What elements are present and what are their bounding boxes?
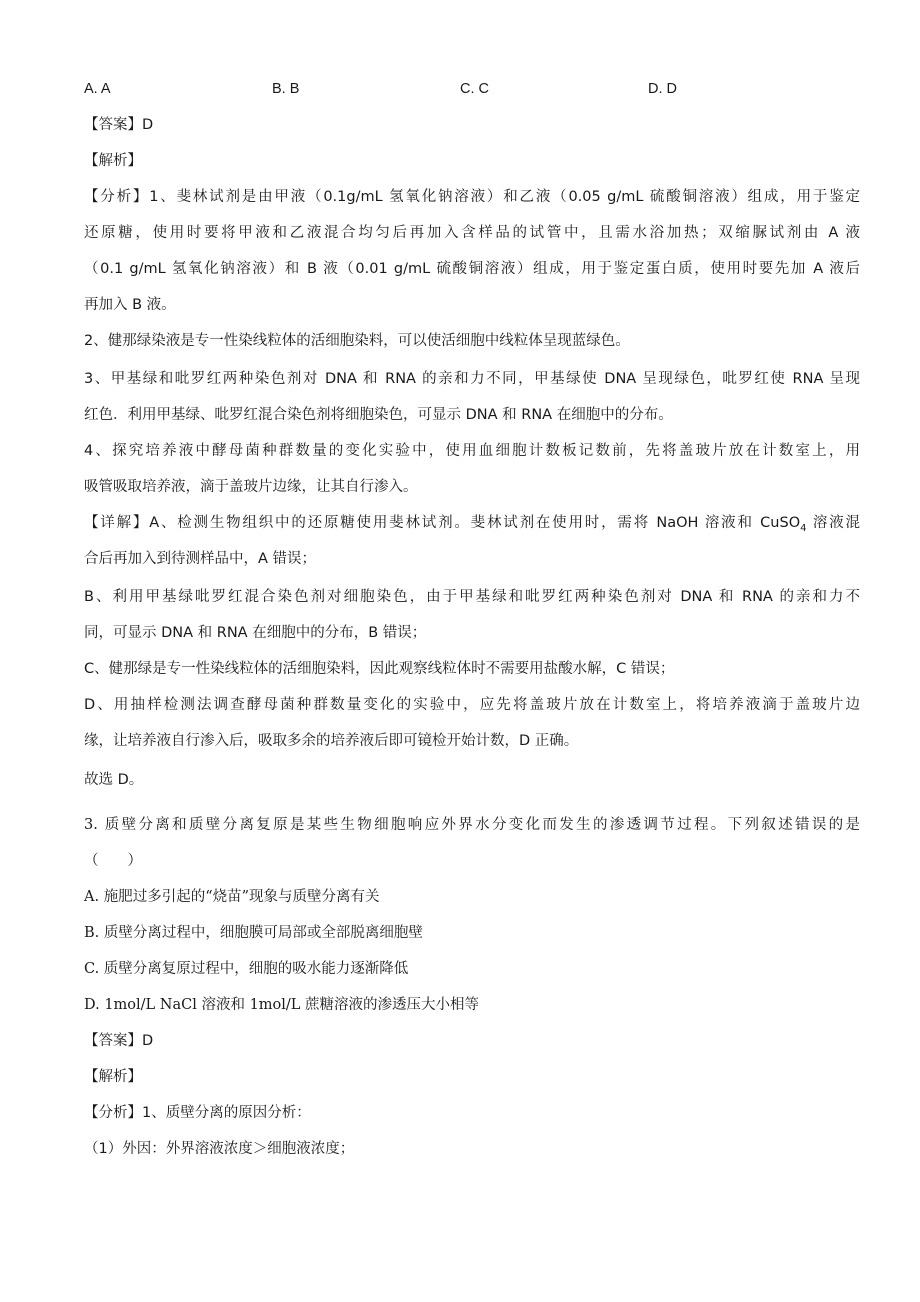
q3-fenxi-line2: （1）外因：外界溶液浓度＞细胞液浓度； — [84, 1141, 355, 1157]
answer-label: 【答案】 — [84, 117, 142, 133]
q2-xiangjie-d-line1: D、用抽样检测法调查酵母菌种群数量变化的实验中，应先将盖玻片放在计数室上，将培养液滴于盖玻片边 — [84, 697, 860, 713]
answer-value: D — [142, 117, 154, 133]
q2-option-d: D. D — [648, 81, 677, 97]
answer-value: D — [142, 1033, 154, 1049]
q2-fenxi-p3-line2: 红色．利用甲基绿、吡罗红混合染色剂将细胞染色，可显示 DNA 和 RNA 在细胞中的分布。 — [84, 407, 673, 423]
xiangjie-a-text-end: 溶液混 — [806, 515, 861, 531]
q2-option-b: B. B — [272, 81, 300, 97]
q3-analysis-label: 【解析】 — [84, 1069, 142, 1085]
q3-option-a: A. 施肥过多引起的“烧苗”现象与质壁分离有关 — [84, 889, 380, 905]
fenxi-p1-text: 1、斐林试剂是由甲液（0.1g/mL 氢氧化钠溶液）和乙液（0.05 g/mL 硫酸铜溶液）组成，用于鉴定 — [149, 189, 861, 205]
q2-xiangjie-a-line2: 合后再加入到待测样品中，A 错误； — [84, 551, 317, 567]
q3-stem-line2: （ ） — [84, 853, 142, 869]
xiangjie-a-text: A、检测生物组织中的还原糖使用斐林试剂。斐林试剂在使用时，需将 NaOH 溶液和 CuSO — [149, 515, 801, 531]
q2-xiangjie-b-line1: B、利用甲基绿吡罗红混合染色剂对细胞染色，由于甲基绿和吡罗红两种染色剂对 DNA 和 RNA 的亲和力不 — [84, 589, 860, 605]
q2-xiangjie-d-line2: 缘，让培养液自行渗入后，吸取多余的培养液后即可镜检开始计数，D 正确。 — [84, 733, 579, 749]
q2-fenxi-p1-line1 — [84, 187, 860, 207]
q2-choose: 故选 D。 — [84, 772, 144, 788]
q3-option-b: B. 质壁分离过程中，细胞膜可局部或全部脱离细胞壁 — [84, 925, 423, 941]
q3-fenxi-line1 — [84, 1103, 860, 1123]
fenxi-text: 1、质壁分离的原因分析： — [142, 1105, 311, 1121]
q2-option-a: A. A — [84, 81, 111, 97]
q3-option-d: D. 1mol/L NaCl 溶液和 1mol/L 蔗糖溶液的渗透压大小相等 — [84, 997, 480, 1013]
fenxi-label: 【分析】 — [84, 1105, 142, 1121]
q2-analysis-label: 【解析】 — [84, 153, 142, 169]
q2-fenxi-p3-line1: 3、甲基绿和吡罗红两种染色剂对 DNA 和 RNA 的亲和力不同，甲基绿使 DNA 呈现绿色，吡罗红使 RNA 呈现 — [84, 371, 860, 387]
xiangjie-label: 【详解】 — [84, 515, 150, 531]
q2-fenxi-p4-line2: 吸管吸取培养液，滴于盖玻片边缘，让其自行渗入。 — [84, 479, 418, 495]
q2-option-c: C. C — [460, 81, 489, 97]
q2-answer — [84, 115, 860, 135]
subscript-4: 4 — [800, 522, 807, 534]
q3-option-c: C. 质壁分离复原过程中，细胞的吸水能力逐渐降低 — [84, 961, 409, 977]
q3-stem-line1: 3. 质壁分离和质壁分离复原是某些生物细胞响应外界水分变化而发生的渗透调节过程。下列叙述错误的是 — [84, 817, 860, 833]
q2-xiangjie-c: C、健那绿是专一性染线粒体的活细胞染料，因此观察线粒体时不需要用盐酸水解，C 错误； — [84, 661, 675, 677]
q2-fenxi-p1-line4: 再加入 B 液。 — [84, 297, 176, 313]
answer-label: 【答案】 — [84, 1033, 142, 1049]
q2-options-row — [84, 79, 844, 99]
q2-fenxi-p2: 2、健那绿染液是专一性染线粒体的活细胞染料，可以使活细胞中线粒体呈现蓝绿色。 — [84, 333, 630, 349]
q2-xiangjie-a-line1 — [84, 513, 860, 533]
fenxi-label: 【分析】 — [84, 189, 150, 205]
q2-fenxi-p1-line3: （0.1 g/mL 氢氧化钠溶液）和 B 液（0.01 g/mL 硫酸铜溶液）组成，用于鉴定蛋白质，使用时要先加 A 液后 — [84, 261, 860, 277]
q3-answer — [84, 1031, 860, 1051]
q2-fenxi-p4-line1: 4、探究培养液中酵母菌种群数量的变化实验中，使用血细胞计数板记数前，先将盖玻片放在计数室上，用 — [84, 443, 860, 459]
q2-xiangjie-b-line2: 同，可显示 DNA 和 RNA 在细胞中的分布，B 错误； — [84, 625, 427, 641]
q2-fenxi-p1-line2: 还原糖，使用时要将甲液和乙液混合均匀后再加入含样品的试管中，且需水浴加热；双缩脲试剂由 A 液 — [84, 225, 860, 241]
